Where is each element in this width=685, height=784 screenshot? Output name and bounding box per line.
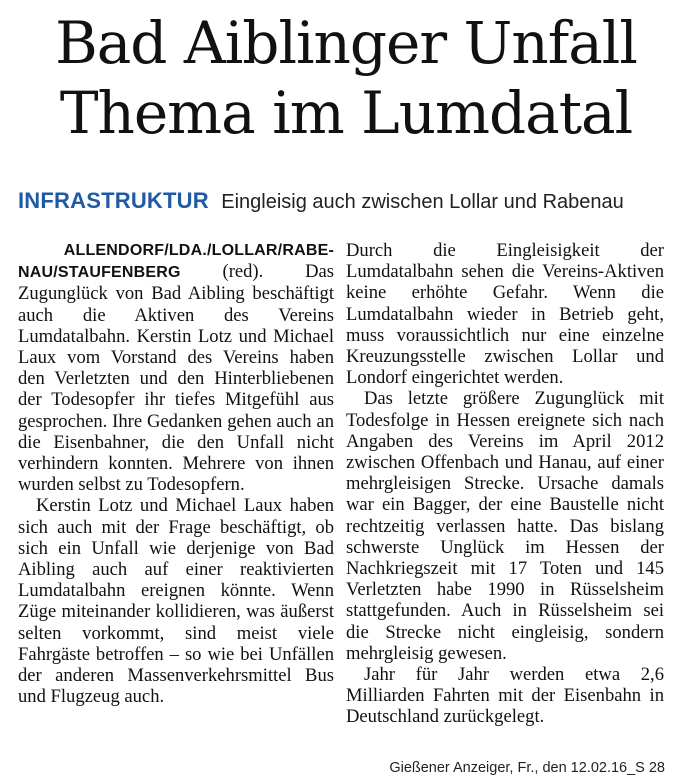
article-paragraph-3: Durch die Eingleisigkeit der Lumdatalbahn sehen die Vereins-Aktiven keine erhöhte Gefahr. Wenn die Lumdatalbahn wieder in Betrieb geht, muss voraussichtlich nur eine einzelne Kreuzungsstelle zwischen Lollar und Londorf eingerichtet werden. [346, 240, 664, 389]
article-column-left [18, 240, 334, 707]
article-paragraph-4: Das letzte größere Zugunglück mit Todesfolge in Hessen ereignete sich nach Angaben des Vereins im April 2012 zwischen Offenbach und Hanau, auf einer mehrgleisigen Strecke. Ursache damals war ein Bagger, der eine Baustelle nicht rechtzeitig verlassen hatte. Das bislang schwerste Unglück im Hessen der Nachkriegszeit mit 17 Toten und 145 Verletzten habe 1990 in Rüsselsheim stattgefunden. Auch in Rüsselsheim sei die Strecke nicht eingleisig, sondern mehrgleisig gewesen. [346, 388, 664, 664]
article-paragraph-2: Kerstin Lotz und Michael Laux haben sich auch mit der Frage beschäftigt, ob sich ein Unfall wie derjenige von Bad Aibling auch auf einer reaktivierten Lumdatalbahn ereignen könnte. Wenn Züge miteinander kollidieren, was äußerst selten vorkommt, sind meist viele Fahrgäste betroffen – so wie bei Unfällen der anderen Massenverkehrsmittel Bus und Flugzeug auch. [18, 495, 334, 708]
dateline-line-1: ALLENDORF/LDA./LOLLAR/RABE- [63, 242, 334, 259]
article-paragraph-5: Jahr für Jahr werden etwa 2,6 Milliarden Fahrten mit der Eisenbahn in Deutschland zurückgelegt. [346, 664, 664, 728]
section-kicker: INFRASTRUKTUR [18, 188, 209, 213]
headline-line-1: Bad Aiblinger Unfall [55, 9, 637, 77]
headline-line-2: Thema im Lumdatal [59, 79, 633, 147]
article-paragraph-1 [18, 240, 334, 495]
subtitle: Eingleisig auch zwischen Lollar und Rabenau [221, 191, 624, 213]
subheadline [18, 188, 678, 214]
source-citation: Gießener Anzeiger, Fr., den 12.02.16_S 28 [389, 760, 665, 776]
dateline-line-2: NAU/STAUFENBERG [18, 264, 181, 282]
article-column-right [346, 240, 664, 728]
headline [16, 8, 676, 148]
article-paragraph-1-text: (red). Das Zugunglück von Bad Aibling beschäftigt auch die Aktiven des Vereins Lumdatalbahn. Kerstin Lotz und Michael Laux vom Vorstand des Vereins haben den Verletzten und den Hinterbliebenen der Todesopfer ihr tiefes Mitgefühl aus gesprochen. Ihre Gedanken gehen auch an die Eisenbahner, die den Unfall nicht verhindern konnten. Mehrere von ihnen wurden selbst zu Todesopfern. [18, 261, 334, 496]
